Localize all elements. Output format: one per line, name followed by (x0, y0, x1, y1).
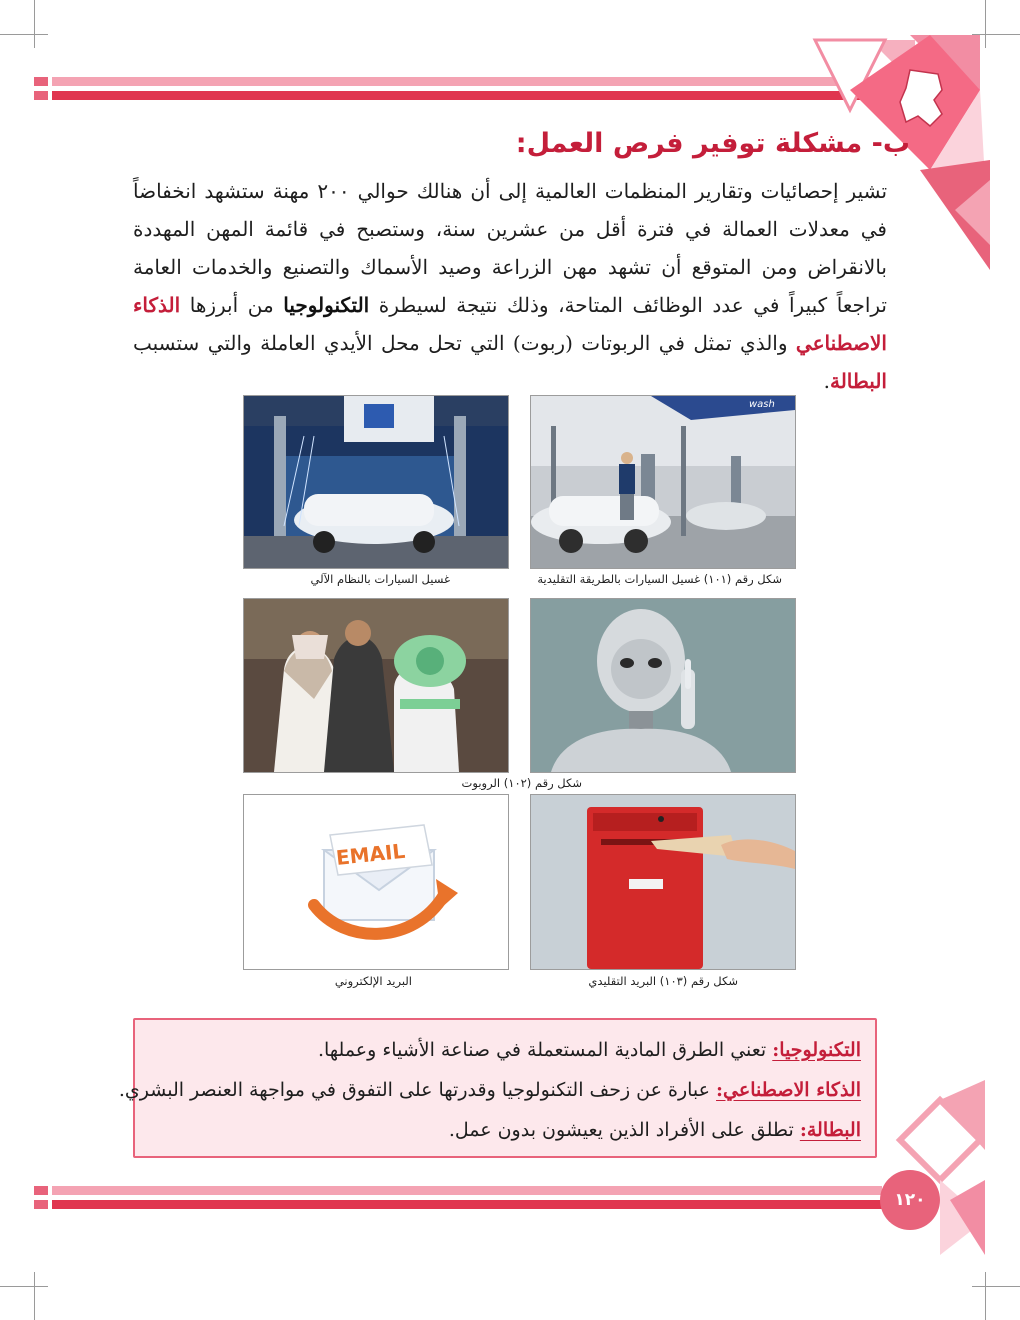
body-paragraph (133, 172, 887, 400)
figure-caption: شكل رقم (١٠٢) الروبوت (461, 776, 582, 790)
definition-line (118, 1070, 861, 1110)
paragraph-text: تشير إحصائيات وتقارير المنظمات العالمية إلى أن هنالك حوالي ٢٠٠ مهنة ستشهد انخفاضاً في معدلات العمالة في فترة أقل من عشرين سنة، وستصبح في قائمة المهن المهددة بالانقراض ومن المتوقع أن تشهد مهن الزراعة وصيد الأسماك والتصنيع والخدمات العامة تراجعاً كبيراً في عدد الوظائف المتاحة، وذلك نتيجة لسيطرة (133, 179, 888, 317)
crop-mark (985, 1272, 986, 1320)
crop-mark (34, 0, 35, 48)
definition-text: تطلق على الأفراد الذين يعيشون بدون عمل. (448, 1119, 800, 1141)
page-number: ١٢٠ (880, 1170, 940, 1230)
definition-term: البطالة: (799, 1119, 861, 1141)
footer-stripe (52, 1186, 882, 1195)
photo-humanoid-robot (530, 598, 796, 773)
term-technology: التكنولوجيا (283, 293, 370, 317)
header-stripe (52, 91, 882, 100)
definitions-box (118, 1018, 877, 1158)
header-stripe (34, 77, 48, 86)
section-heading: ب- مشكلة توفير فرص العمل: (515, 128, 910, 159)
photo-traditional-carwash (530, 395, 796, 569)
definition-term: الذكاء الاصطناعي: (716, 1079, 861, 1101)
email-label: EMAIL (334, 838, 407, 870)
paragraph-text: من أبرزها (180, 293, 284, 317)
photo-service-robot (243, 598, 509, 773)
definition-line (149, 1030, 861, 1070)
footer-stripe (34, 1200, 48, 1209)
figure-caption: غسيل السيارات بالنظام الآلي (310, 572, 450, 586)
photo-traditional-mailbox (530, 794, 796, 970)
carwash-sign: wash (749, 399, 775, 410)
paragraph-text: . (823, 369, 830, 393)
crop-mark (0, 34, 48, 35)
term-ai: الذكاء الاصطناعي (133, 293, 887, 355)
footer-stripe (34, 1186, 48, 1195)
definition-term: التكنولوجيا: (772, 1039, 861, 1061)
term-unemployment: البطالة (829, 369, 887, 393)
figure-caption: شكل رقم (١٠٣) البريد التقليدي (588, 974, 738, 988)
crop-mark (0, 1286, 48, 1287)
header-stripe (34, 91, 48, 100)
definition-text: عبارة عن زحف التكنولوجيا وقدرتها على التفوق في مواجهة العنصر البشري. (118, 1079, 717, 1101)
definition-line (149, 1110, 861, 1150)
footer-stripe (52, 1200, 882, 1209)
figure-caption: البريد الإلكتروني (334, 974, 412, 988)
photo-automatic-carwash (243, 395, 509, 569)
header-stripe (52, 77, 872, 86)
definition-text: تعني الطرق المادية المستعملة في صناعة الأشياء وعملها. (317, 1039, 773, 1061)
crop-mark (972, 1286, 1020, 1287)
decorative-triangles-bottom (880, 1080, 990, 1260)
photo-email (243, 794, 509, 970)
crop-mark (34, 1272, 35, 1320)
figure-caption: شكل رقم (١٠١) غسيل السيارات بالطريقة التقليدية (537, 572, 782, 586)
paragraph-text: والذي تمثل في الربوتات (ربوت) التي تحل محل الأيدي العاملة والتي ستسبب (133, 331, 796, 355)
